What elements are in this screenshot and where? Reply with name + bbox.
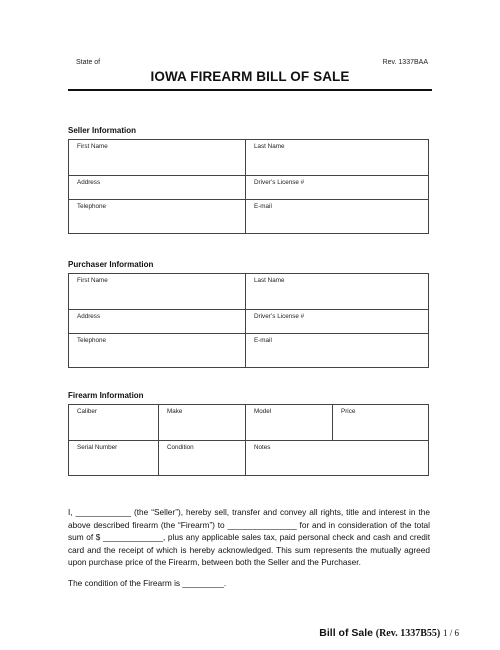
page-footer [319,627,459,639]
purchaser-email-field[interactable]: E-mail [246,334,429,368]
footer-revision: (Rev. 1337B55) [375,628,441,639]
seller-telephone-field[interactable]: Telephone [69,200,246,234]
purchaser-table [68,273,429,368]
condition-statement: The condition of the Firearm is _________. [68,578,227,588]
seller-address-field[interactable]: Address [69,176,246,200]
seller-email-field[interactable]: E-mail [246,200,429,234]
state-of-label: State of [76,59,101,66]
footer-page-number: 1 / 6 [442,628,459,638]
document-title: IOWA FIREARM BILL OF SALE [150,69,350,84]
purchaser-last-name-field[interactable]: Last Name [246,274,429,310]
footer-bill-of-sale: Bill of Sale [319,627,373,639]
title-rule [68,89,432,91]
purchaser-first-name-field[interactable]: First Name [69,274,246,310]
firearm-price-field[interactable]: Price [333,405,429,441]
seller-last-name-field[interactable]: Last Name [246,140,429,176]
firearm-condition-field[interactable]: Condition [159,441,246,476]
purchaser-license-field[interactable]: Driver’s License # [246,310,429,334]
purchaser-telephone-field[interactable]: Telephone [69,334,246,368]
revision-label: Rev. 1337BAA [382,59,428,66]
firearm-caliber-field[interactable]: Caliber [69,405,159,441]
firearm-notes-field[interactable]: Notes [246,441,429,476]
purchaser-heading: Purchaser Information [68,260,154,269]
seller-license-field[interactable]: Driver’s License # [246,176,429,200]
purchaser-address-field[interactable]: Address [69,310,246,334]
sale-paragraph: I, ____________ (the “Seller”), hereby sell, transfer and convey all rights, title and interest in the above described firearm (the “Firearm”) to _______________ for and in consideration of the total sum of $ _____________, plus any applicable sales tax, paid personal check and cash and credit card and the receipt of which is hereby acknowledged. This sum represents the mutually agreed upon purchase price of the Firearm, between both the Seller and the Purchaser. [68,507,430,568]
firearm-model-field[interactable]: Model [246,405,333,441]
seller-first-name-field[interactable]: First Name [69,140,246,176]
firearm-heading: Firearm Information [68,391,144,400]
seller-heading: Seller Information [68,126,137,135]
seller-table [68,139,429,234]
firearm-serial-field[interactable]: Serial Number [69,441,159,476]
firearm-make-field[interactable]: Make [159,405,246,441]
firearm-table [68,404,429,476]
